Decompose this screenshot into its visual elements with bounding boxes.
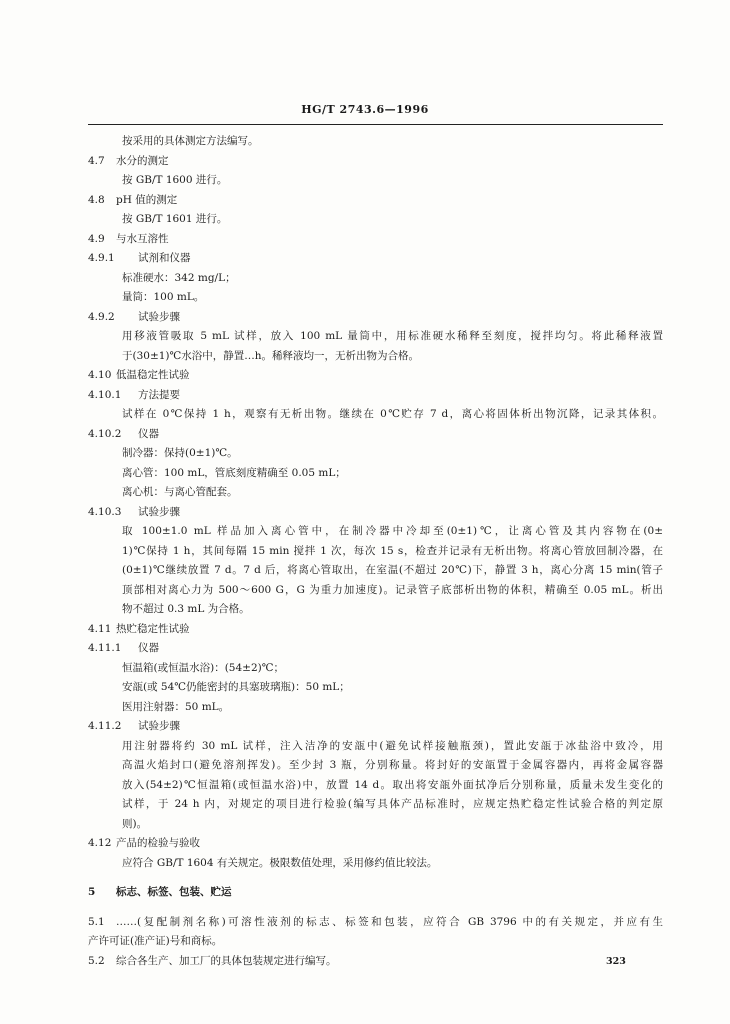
clause-number: 5 bbox=[88, 886, 96, 898]
clause-text: 高温火焰封口(避免溶剂挥发)。至少封 3 瓶，分别称量。将封好的安瓿置于金属容器内，再将金属容器 bbox=[122, 759, 663, 771]
section-line bbox=[88, 249, 663, 269]
clause-text: 产许可证(准产证)号和商标。 bbox=[88, 935, 223, 947]
clause-number: 5.2 bbox=[88, 954, 105, 967]
clause-text: 试剂和仪器 bbox=[138, 252, 191, 264]
header-rule bbox=[88, 124, 663, 125]
clause-number: 4.10.1 bbox=[88, 388, 122, 401]
clause-text: 医用注射器：50 mL。 bbox=[122, 700, 230, 713]
text-line bbox=[88, 288, 663, 308]
clause-text: 试验步骤 bbox=[138, 720, 180, 732]
text-line bbox=[88, 269, 663, 289]
clause-number: 4.10.2 bbox=[88, 427, 122, 440]
clause-number: 4.10.3 bbox=[88, 505, 122, 518]
text-line bbox=[88, 171, 663, 191]
clause-text: 综合各生产、加工厂的具体包装规定进行编写。 bbox=[116, 954, 337, 967]
text-line bbox=[88, 737, 663, 757]
section-line bbox=[88, 639, 663, 659]
clause-text: 产品的检验与验收 bbox=[116, 837, 200, 849]
clause-number: 4.9 bbox=[88, 232, 105, 245]
clause-text: 与水互溶性 bbox=[116, 232, 169, 245]
text-line bbox=[88, 132, 663, 152]
clause-text: 于(30±1)℃水浴中，静置…h。稀释液均一，无析出物为合格。 bbox=[122, 349, 420, 362]
section-line bbox=[88, 308, 663, 328]
clause-number: 4.9.1 bbox=[88, 252, 115, 264]
section-line bbox=[88, 717, 663, 737]
text-line bbox=[88, 756, 663, 776]
clause-number: 4.12 bbox=[88, 837, 112, 849]
clause-text: 试样，于 24 h 内，对规定的项目进行检验(编写具体产品标准时，应规定热贮稳定性试验合格的判定原 bbox=[122, 798, 663, 810]
section-line bbox=[88, 913, 663, 933]
document-body bbox=[88, 132, 663, 971]
clause-text: 试样在 0℃保持 1 h，观察有无析出物。继续在 0℃贮存 7 d，离心将固体析出物沉降，记录其体积。 bbox=[122, 408, 663, 420]
clause-text: pH 值的测定 bbox=[116, 193, 178, 206]
clause-number: 4.7 bbox=[88, 154, 105, 167]
text-line bbox=[88, 932, 663, 952]
text-line bbox=[88, 561, 663, 581]
clause-text: 仪器 bbox=[138, 642, 159, 654]
clause-text: 1)℃保持 1 h，其间每隔 15 min 搅拌 1 次，每次 15 s，检查并记录有无析出物。将离心管放回制冷器，在 bbox=[122, 544, 663, 557]
text-line bbox=[88, 600, 663, 620]
clause-number: 4.11 bbox=[88, 622, 112, 635]
clause-text: 量筒：100 mL。 bbox=[122, 291, 205, 303]
section-line bbox=[88, 425, 663, 445]
clause-text: 仪器 bbox=[138, 427, 159, 440]
text-line bbox=[88, 522, 663, 542]
text-line bbox=[88, 581, 663, 601]
clause-text: 方法提要 bbox=[138, 388, 180, 401]
clause-text: 标准硬水：342 mg/L； bbox=[122, 271, 236, 284]
standard-code-header: HG/T 2743.6—1996 bbox=[301, 103, 429, 116]
section-line bbox=[88, 834, 663, 854]
section-line bbox=[88, 883, 663, 903]
clause-text: 制冷器：保持(0±1)℃。 bbox=[122, 447, 238, 459]
section-line bbox=[88, 366, 663, 386]
clause-text: 试验步骤 bbox=[138, 505, 180, 518]
section-line bbox=[88, 386, 663, 406]
section-line bbox=[88, 152, 663, 172]
clause-text: 离心管：100 mL，管底刻度精确至 0.05 mL； bbox=[122, 466, 346, 479]
clause-text: 用注射器将约 30 mL 试样，注入洁净的安瓿中(避免试样接触瓶颈)，置此安瓿于冰盐浴中致冷，用 bbox=[122, 739, 663, 752]
clause-text: 取 100±1.0 mL 样品加入离心管中，在制冷器中冷却至(0±1)℃，让离心管及其内容物在(0± bbox=[122, 525, 663, 537]
clause-text: 热贮稳定性试验 bbox=[116, 622, 190, 635]
clause-text: 恒温箱(或恒温水浴)：(54±2)℃； bbox=[122, 661, 284, 674]
clause-text: 按 GB/T 1601 进行。 bbox=[122, 213, 228, 225]
text-line bbox=[88, 795, 663, 815]
text-line bbox=[88, 678, 663, 698]
clause-text: 标志、标签、包装、贮运 bbox=[116, 886, 232, 898]
clause-number: 5.1 bbox=[88, 915, 105, 928]
clause-text: 则)。 bbox=[122, 817, 148, 830]
clause-text: 应符合 GB/T 1604 有关规定。极限数值处理，采用修约值比较法。 bbox=[122, 856, 438, 869]
text-line bbox=[88, 327, 663, 347]
clause-number: 4.10 bbox=[88, 369, 112, 381]
clause-text: 用移液管吸取 5 mL 试样，放入 100 mL 量筒中，用标准硬水稀释至刻度，搅拌均匀。将此稀释液置 bbox=[122, 330, 663, 342]
clause-text: 按采用的具体测定方法编写。 bbox=[122, 135, 259, 147]
clause-text: 放入(54±2)℃恒温箱(或恒温水浴)中，放置 14 d。取出将安瓿外面拭净后分别称量，质量未发生变化的 bbox=[122, 778, 663, 791]
section-line bbox=[88, 503, 663, 523]
clause-number: 4.11.2 bbox=[88, 720, 122, 732]
text-line bbox=[88, 405, 663, 425]
text-line bbox=[88, 698, 663, 718]
text-line bbox=[88, 444, 663, 464]
text-line bbox=[88, 210, 663, 230]
section-line bbox=[88, 620, 663, 640]
text-line bbox=[88, 815, 663, 835]
clause-number: 4.8 bbox=[88, 193, 105, 206]
clause-text: (0±1)℃继续放置 7 d。7 d 后，将离心管取出，在室温(不超过 20℃)下，静置 3 h，离心分离 15 min(管子 bbox=[122, 564, 663, 576]
section-line bbox=[88, 952, 663, 972]
text-line bbox=[88, 542, 663, 562]
clause-text: 顶部相对离心力为 500～600 G，G 为重力加速度)。记录管子底部析出物的体积，精确至 0.05 mL。析出 bbox=[122, 583, 663, 596]
section-line bbox=[88, 191, 663, 211]
text-line bbox=[88, 776, 663, 796]
clause-text: 按 GB/T 1600 进行。 bbox=[122, 174, 228, 186]
text-line bbox=[88, 483, 663, 503]
text-line bbox=[88, 659, 663, 679]
clause-number: 4.11.1 bbox=[88, 642, 122, 654]
clause-text: 低温稳定性试验 bbox=[116, 369, 190, 381]
page-number: 323 bbox=[606, 956, 626, 967]
clause-text: 离心机：与离心管配套。 bbox=[122, 486, 238, 498]
clause-text: 物不超过 0.3 mL 为合格。 bbox=[122, 603, 250, 615]
clause-number: 4.9.2 bbox=[88, 310, 115, 323]
text-line bbox=[88, 854, 663, 874]
clause-text: ……(复配制剂名称)可溶性液剂的标志、标签和包装，应符合 GB 3796 中的有关规定，并应有生 bbox=[116, 915, 663, 928]
clause-text: 安瓿(或 54℃仍能密封的具塞玻璃瓶)：50 mL； bbox=[122, 681, 350, 693]
text-line bbox=[88, 464, 663, 484]
section-line bbox=[88, 230, 663, 250]
clause-text: 试验步骤 bbox=[138, 310, 180, 323]
text-line bbox=[88, 347, 663, 367]
clause-text: 水分的测定 bbox=[116, 154, 169, 167]
